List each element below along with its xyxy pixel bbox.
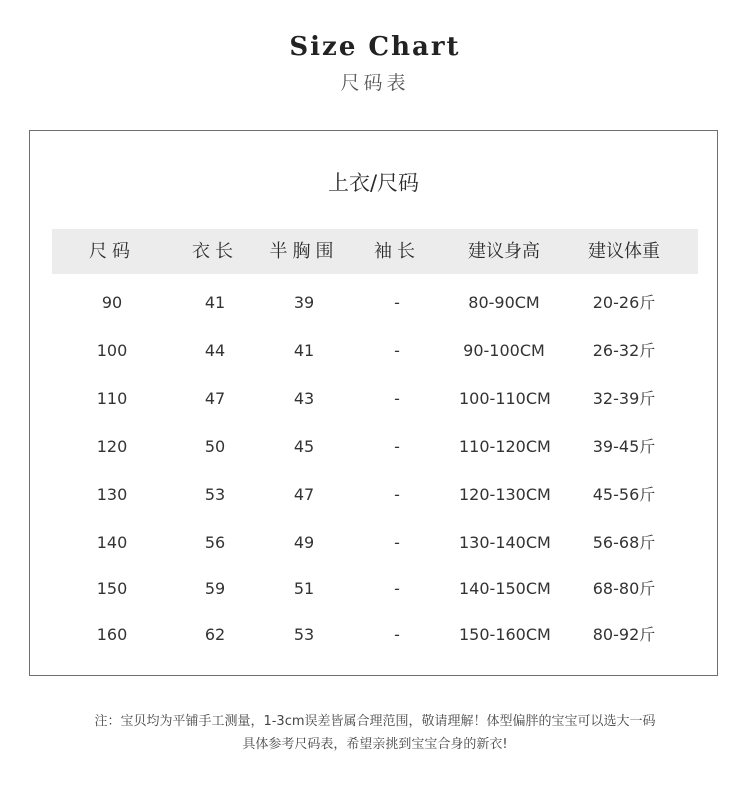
cell-chest: 51: [293, 579, 315, 598]
cell-sleeve: -: [394, 485, 400, 504]
cell-sleeve: -: [394, 293, 400, 312]
cell-size: 130: [96, 485, 128, 504]
cell-weight: 56-68斤: [592, 533, 656, 552]
table-row: [52, 574, 698, 604]
table-row: [52, 384, 698, 414]
cell-height: 130-140CM: [459, 533, 551, 552]
cell-height: 120-130CM: [459, 485, 551, 504]
table-row: [52, 528, 698, 558]
cell-chest: 45: [293, 437, 315, 456]
cell-weight: 45-56斤: [592, 485, 656, 504]
cell-sleeve: -: [394, 341, 400, 360]
cell-chest: 39: [293, 293, 315, 312]
cell-size: 140: [96, 533, 128, 552]
cell-weight: 80-92斤: [592, 625, 656, 644]
page-title: Size Chart: [289, 32, 461, 62]
column-header-weight: 建议体重: [588, 241, 660, 262]
cell-height: 100-110CM: [459, 389, 551, 408]
cell-weight: 39-45斤: [592, 437, 656, 456]
cell-size: 120: [96, 437, 128, 456]
cell-chest: 53: [293, 625, 315, 644]
table-row: [52, 336, 698, 366]
cell-chest: 49: [293, 533, 315, 552]
cell-length: 62: [204, 625, 226, 644]
cell-length: 56: [204, 533, 226, 552]
cell-sleeve: -: [394, 437, 400, 456]
cell-weight: 68-80斤: [592, 579, 656, 598]
column-header-length: 衣长: [192, 241, 238, 262]
table-row: [52, 432, 698, 462]
cell-height: 90-100CM: [463, 341, 545, 360]
size-table-panel: [29, 130, 718, 676]
cell-height: 140-150CM: [459, 579, 551, 598]
table-header: [52, 229, 698, 274]
cell-size: 110: [96, 389, 128, 408]
cell-size: 150: [96, 579, 128, 598]
cell-weight: 26-32斤: [592, 341, 656, 360]
table-row: [52, 480, 698, 510]
cell-size: 100: [96, 341, 128, 360]
cell-chest: 47: [293, 485, 315, 504]
cell-sleeve: -: [394, 389, 400, 408]
cell-weight: 20-26斤: [592, 293, 656, 312]
column-header-sleeve: 袖长: [374, 241, 420, 262]
measurement-note-continued: 具体参考尺码表，希望亲挑到宝宝合身的新衣!: [242, 737, 508, 752]
cell-chest: 41: [293, 341, 315, 360]
cell-weight: 32-39斤: [592, 389, 656, 408]
cell-sleeve: -: [394, 625, 400, 644]
cell-size: 160: [96, 625, 128, 644]
cell-height: 150-160CM: [459, 625, 551, 644]
cell-length: 41: [204, 293, 226, 312]
table-heading: 上衣/尺码: [327, 171, 420, 195]
cell-height: 110-120CM: [459, 437, 551, 456]
column-header-height: 建议身高: [468, 241, 540, 262]
table-row: [52, 288, 698, 318]
cell-height: 80-90CM: [468, 293, 540, 312]
column-header-chest: 半胸围: [269, 241, 339, 262]
cell-size: 90: [101, 293, 123, 312]
cell-chest: 43: [293, 389, 315, 408]
cell-sleeve: -: [394, 579, 400, 598]
cell-length: 59: [204, 579, 226, 598]
cell-length: 50: [204, 437, 226, 456]
measurement-note: 注：宝贝均为平铺手工测量，1-3cm误差皆属合理范围，敬请理解！体型偏胖的宝宝可以选大一码: [94, 714, 656, 729]
cell-length: 47: [204, 389, 226, 408]
cell-sleeve: -: [394, 533, 400, 552]
page-subtitle: 尺码表: [340, 72, 410, 94]
column-header-size: 尺码: [89, 241, 135, 262]
table-row: [52, 620, 698, 650]
cell-length: 44: [204, 341, 226, 360]
cell-length: 53: [204, 485, 226, 504]
